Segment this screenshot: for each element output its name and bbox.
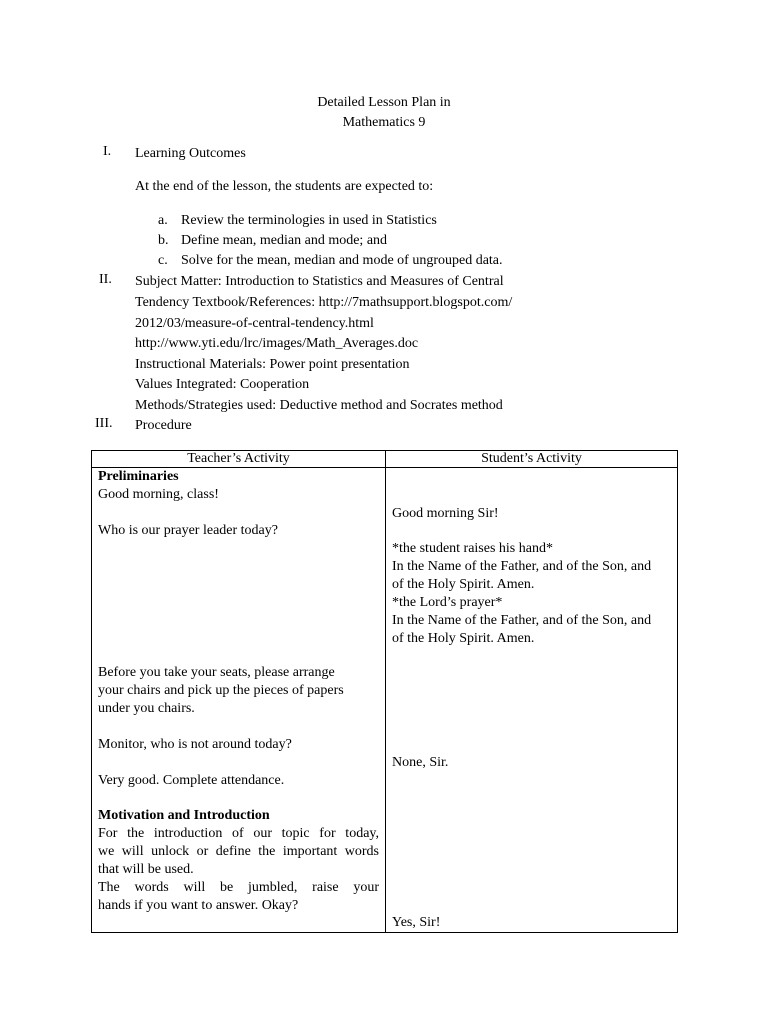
subject-matter-line: Subject Matter: Introduction to Statistics and Measures of Central — [135, 274, 504, 289]
teacher-activity-header: Teacher’s Activity — [92, 451, 386, 468]
student-sign-cross-1-line1: In the Name of the Father, and of the Son, and — [392, 559, 652, 574]
table-row — [92, 468, 678, 933]
table-header-row — [92, 451, 678, 468]
document-title-line2: Mathematics 9 — [342, 115, 426, 130]
teacher-greeting: Good morning, class! — [98, 487, 219, 502]
student-greeting: Good morning Sir! — [392, 506, 499, 521]
outcome-b-letter: b. — [158, 233, 169, 248]
section1-numeral: I. — [103, 144, 112, 159]
teacher-intro-line3: that will be used. — [98, 862, 194, 877]
document-title-line1: Detailed Lesson Plan in — [317, 95, 451, 110]
outcome-c-letter: c. — [158, 253, 168, 268]
section1-intro: At the end of the lesson, the students are expected to: — [135, 179, 434, 194]
teacher-arrange-line1: Before you take your seats, please arrange — [98, 665, 335, 680]
teacher-jumble-line1: The words will be jumbled, raise your — [98, 880, 379, 895]
motivation-heading: Motivation and Introduction — [98, 808, 270, 823]
materials-line: Instructional Materials: Power point presentation — [135, 357, 410, 372]
values-line: Values Integrated: Cooperation — [135, 377, 310, 392]
student-lords-prayer: *the Lord’s prayer* — [392, 595, 503, 610]
teacher-activity-cell — [92, 468, 386, 933]
section3-numeral: III. — [95, 416, 113, 431]
section1-heading: Learning Outcomes — [135, 146, 246, 161]
student-sign-cross-2-line2: of the Holy Spirit. Amen. — [392, 631, 535, 646]
outcome-b-text: Define mean, median and mode; and — [181, 233, 388, 248]
teacher-intro-line2: we will unlock or define the important words — [98, 844, 379, 859]
student-yes-answer: Yes, Sir! — [392, 915, 441, 930]
activity-table — [91, 450, 678, 933]
references-line: Tendency Textbook/References: http://7mathsupport.blogspot.com/ — [135, 295, 513, 310]
student-activity-header: Student’s Activity — [386, 451, 678, 468]
references-url-line: 2012/03/measure-of-central-tendency.html — [135, 316, 374, 331]
section3-heading: Procedure — [135, 418, 192, 433]
student-none-answer: None, Sir. — [392, 755, 449, 770]
teacher-monitor-question: Monitor, who is not around today? — [98, 737, 292, 752]
teacher-attendance: Very good. Complete attendance. — [98, 773, 285, 788]
preliminaries-heading: Preliminaries — [98, 469, 179, 484]
methods-line: Methods/Strategies used: Deductive method and Socrates method — [135, 398, 503, 413]
teacher-jumble-line2: hands if you want to answer. Okay? — [98, 898, 299, 913]
section2-numeral: II. — [99, 272, 112, 287]
teacher-arrange-line3: under you chairs. — [98, 701, 195, 716]
student-sign-cross-1-line2: of the Holy Spirit. Amen. — [392, 577, 535, 592]
outcome-c-text: Solve for the mean, median and mode of ungrouped data. — [181, 253, 503, 268]
student-activity-cell — [386, 468, 678, 933]
teacher-intro-line1: For the introduction of our topic for today, — [98, 826, 379, 841]
teacher-arrange-line2: your chairs and pick up the pieces of papers — [98, 683, 344, 698]
references-url2-line: http://www.yti.edu/lrc/images/Math_Averages.doc — [135, 336, 419, 351]
outcome-a-text: Review the terminologies in used in Statistics — [181, 213, 437, 228]
student-raise-hand: *the student raises his hand* — [392, 541, 553, 556]
outcome-a-letter: a. — [158, 213, 168, 228]
teacher-prayer-question: Who is our prayer leader today? — [98, 523, 278, 538]
student-sign-cross-2-line1: In the Name of the Father, and of the Son, and — [392, 613, 652, 628]
